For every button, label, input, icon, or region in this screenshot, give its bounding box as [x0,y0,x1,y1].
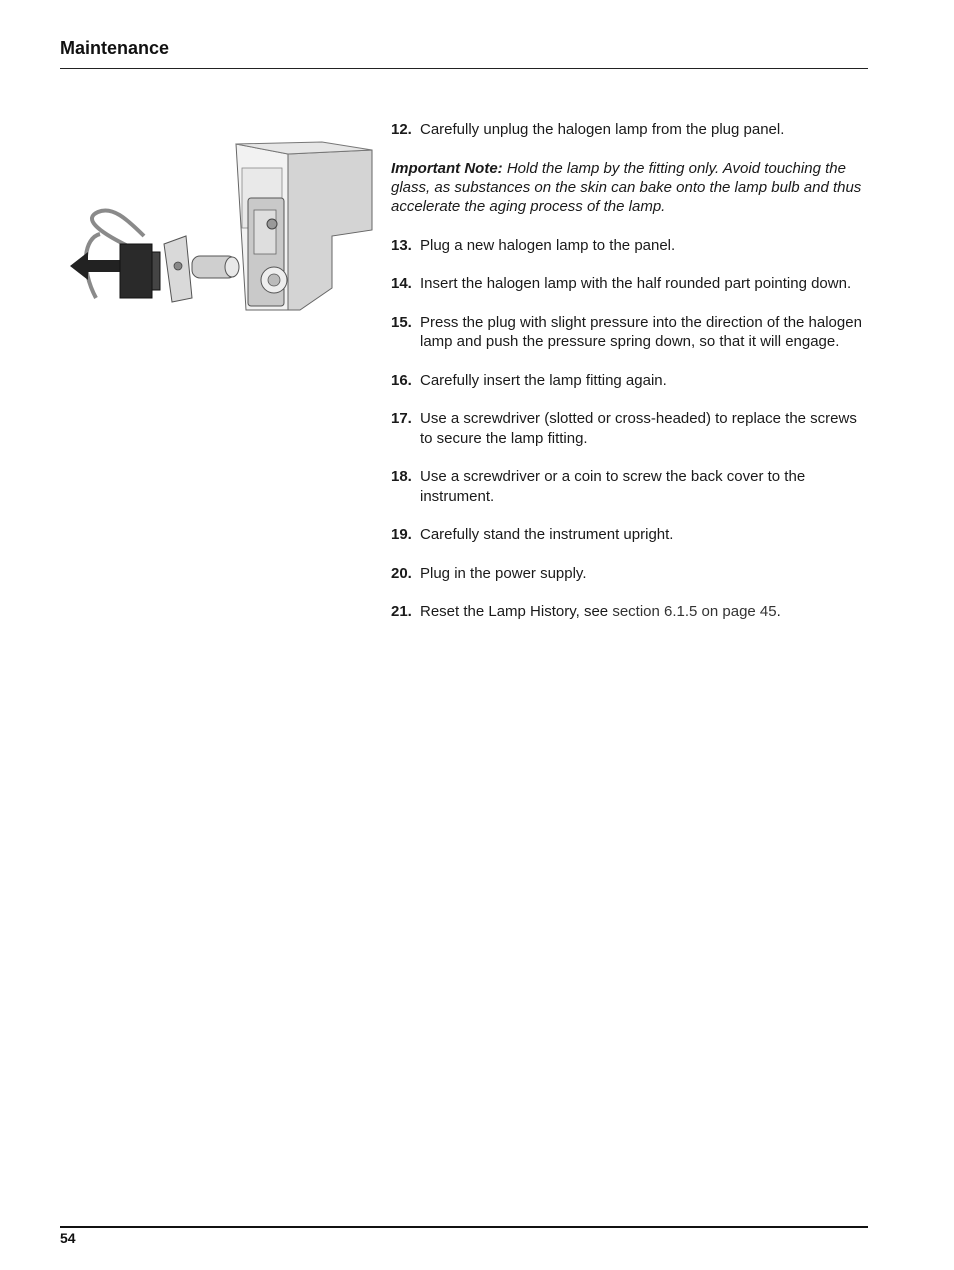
step-text: Press the plug with slight pressure into the direction of the halogen lamp and push the pressure spring down, so that it will engage. [420,313,862,351]
procedure-steps [391,120,871,641]
step-15 [391,313,871,352]
page-number: 54 [60,1230,76,1246]
step-number: 18. [391,468,412,486]
step-number: 21. [391,603,412,621]
step-number: 13. [391,236,412,254]
step-text: Plug a new halogen lamp to the panel. [420,236,676,254]
note-text: Hold the lamp by the fitting only. Avoid touching the glass, as substances on the skin can bake onto the lamp bulb and thus accelerate the aging process of the lamp. [391,159,862,216]
header-divider [60,68,868,69]
step-13 [391,236,871,255]
step-text: Carefully unplug the halogen lamp from the plug panel. [420,121,785,138]
step-number: 16. [391,371,412,389]
step-text: Insert the halogen lamp with the half rounded part pointing down. [420,275,852,293]
step-number: 15. [391,313,412,331]
step-20 [391,564,871,583]
step-18 [391,467,871,506]
step-17 [391,409,871,448]
halogen-lamp-removal-illustration [60,138,376,338]
step-text: Use a screwdriver or a coin to screw the back cover to the instrument. [420,468,806,505]
step-12 [391,120,871,139]
step-number: 14. [391,275,412,293]
step-text-tail: . [776,603,781,621]
step-text: Carefully insert the lamp fitting again. [420,371,667,389]
step-text [420,602,871,621]
step-14 [391,274,871,293]
step-21 [391,602,871,621]
step-19 [391,525,871,544]
step-text: Plug in the power supply. [420,564,587,582]
important-note [391,159,871,217]
step-text: Use a screwdriver (slotted or cross-headed) to replace the screws to secure the lamp fitting. [420,410,857,447]
lamp-illustration-icon [60,138,376,338]
step-number: 19. [391,526,412,544]
step-16 [391,371,871,390]
section-title: Maintenance [60,38,170,58]
step-number: 17. [391,410,412,428]
note-label: Important Note: [391,159,503,177]
step-text: Carefully stand the instrument upright. [420,526,674,544]
section-cross-reference-link[interactable]: section 6.1.5 on page 45 [612,603,777,621]
footer-divider [60,1226,868,1228]
step-number: 20. [391,564,412,582]
step-number: 12. [391,121,412,138]
step-text-lead: Reset the Lamp History, see [420,603,613,621]
